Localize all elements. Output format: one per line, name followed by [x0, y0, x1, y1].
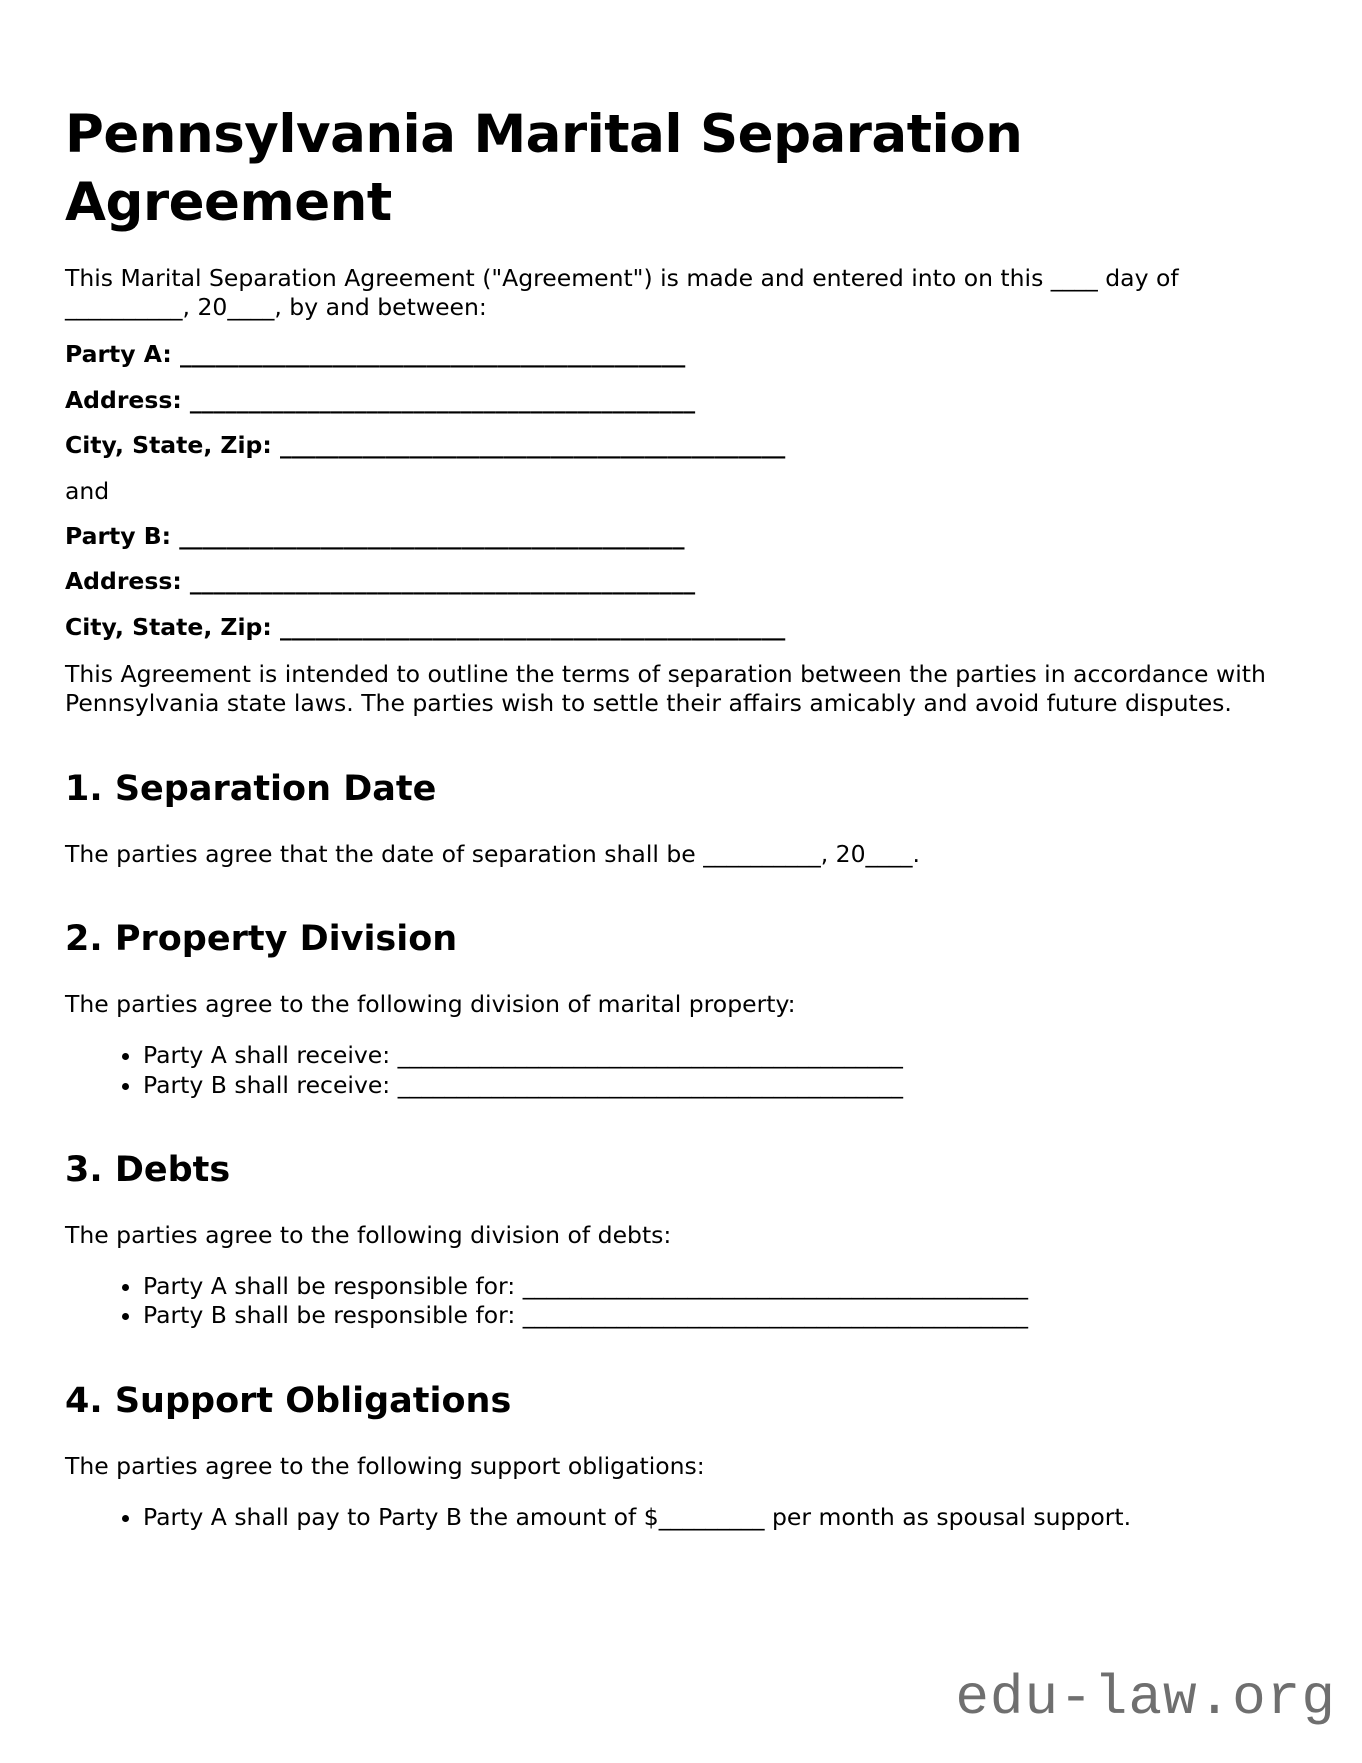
purpose-paragraph: This Agreement is intended to outline the terms of separation between the parties in accordance with Pennsylvania state laws. The parties wish to settle their affairs amicably and avoid future disputes.	[65, 660, 1266, 718]
field-label: Address:	[65, 567, 182, 596]
list-item: • Party A shall receive: ___________________________________________	[143, 1041, 1300, 1070]
watermark-text: edu-law.org	[955, 1666, 1336, 1730]
section-heading: 3. Debts	[65, 1149, 231, 1190]
section-heading: 4. Support Obligations	[65, 1380, 512, 1421]
section-support-obligations	[65, 1379, 1300, 1533]
bullet-list	[65, 1503, 1300, 1532]
field-row-party-a	[65, 340, 1300, 369]
field-label: Party B:	[65, 521, 172, 550]
section-lead: The parties agree to the following division of debts:	[65, 1220, 672, 1249]
field-row-party-b	[65, 522, 1300, 551]
intro-paragraph: This Marital Separation Agreement ("Agreement") is made and entered into on this ____ day of __________, 20____, by and between:	[65, 263, 1179, 322]
field-row-city-state-zip-b	[65, 613, 1300, 642]
section-lead: The parties agree to the following support obligations:	[65, 1451, 705, 1480]
section-heading: 2. Property Division	[65, 919, 458, 960]
field-blank: ___________________________________________	[179, 340, 686, 369]
page-title: Pennsylvania Marital Separation Agreement	[65, 104, 1023, 234]
connector-text: and	[65, 476, 110, 505]
field-blank: ___________________________________________	[279, 431, 786, 460]
bullet-list	[65, 1041, 1300, 1100]
section-lead: The parties agree that the date of separation shall be __________, 20____.	[65, 839, 921, 868]
section-separation-date	[65, 767, 1300, 869]
list-item: • Party B shall be responsible for: ___________________________________________	[143, 1301, 1300, 1330]
list-item: • Party B shall receive: ___________________________________________	[143, 1071, 1300, 1100]
field-row-address-a	[65, 386, 1300, 415]
field-blank: ___________________________________________	[189, 567, 696, 596]
field-label: Address:	[65, 385, 182, 414]
field-row-address-b	[65, 567, 1300, 596]
field-label: City, State, Zip:	[65, 612, 272, 641]
section-debts	[65, 1148, 1300, 1331]
list-item: • Party A shall be responsible for: ___________________________________________	[143, 1272, 1300, 1301]
list-item: • Party A shall pay to Party B the amount of $_________ per month as spousal support.	[143, 1503, 1300, 1532]
field-blank: ___________________________________________	[189, 385, 696, 414]
bullet-list	[65, 1272, 1300, 1331]
section-property-division	[65, 917, 1300, 1100]
section-lead: The parties agree to the following division of marital property:	[65, 989, 796, 1018]
field-label: Party A:	[65, 340, 172, 369]
field-row-city-state-zip-a	[65, 431, 1300, 460]
field-blank: ___________________________________________	[279, 612, 786, 641]
field-label: City, State, Zip:	[65, 431, 272, 460]
section-heading: 1. Separation Date	[65, 768, 437, 809]
field-blank: ___________________________________________	[179, 521, 685, 550]
